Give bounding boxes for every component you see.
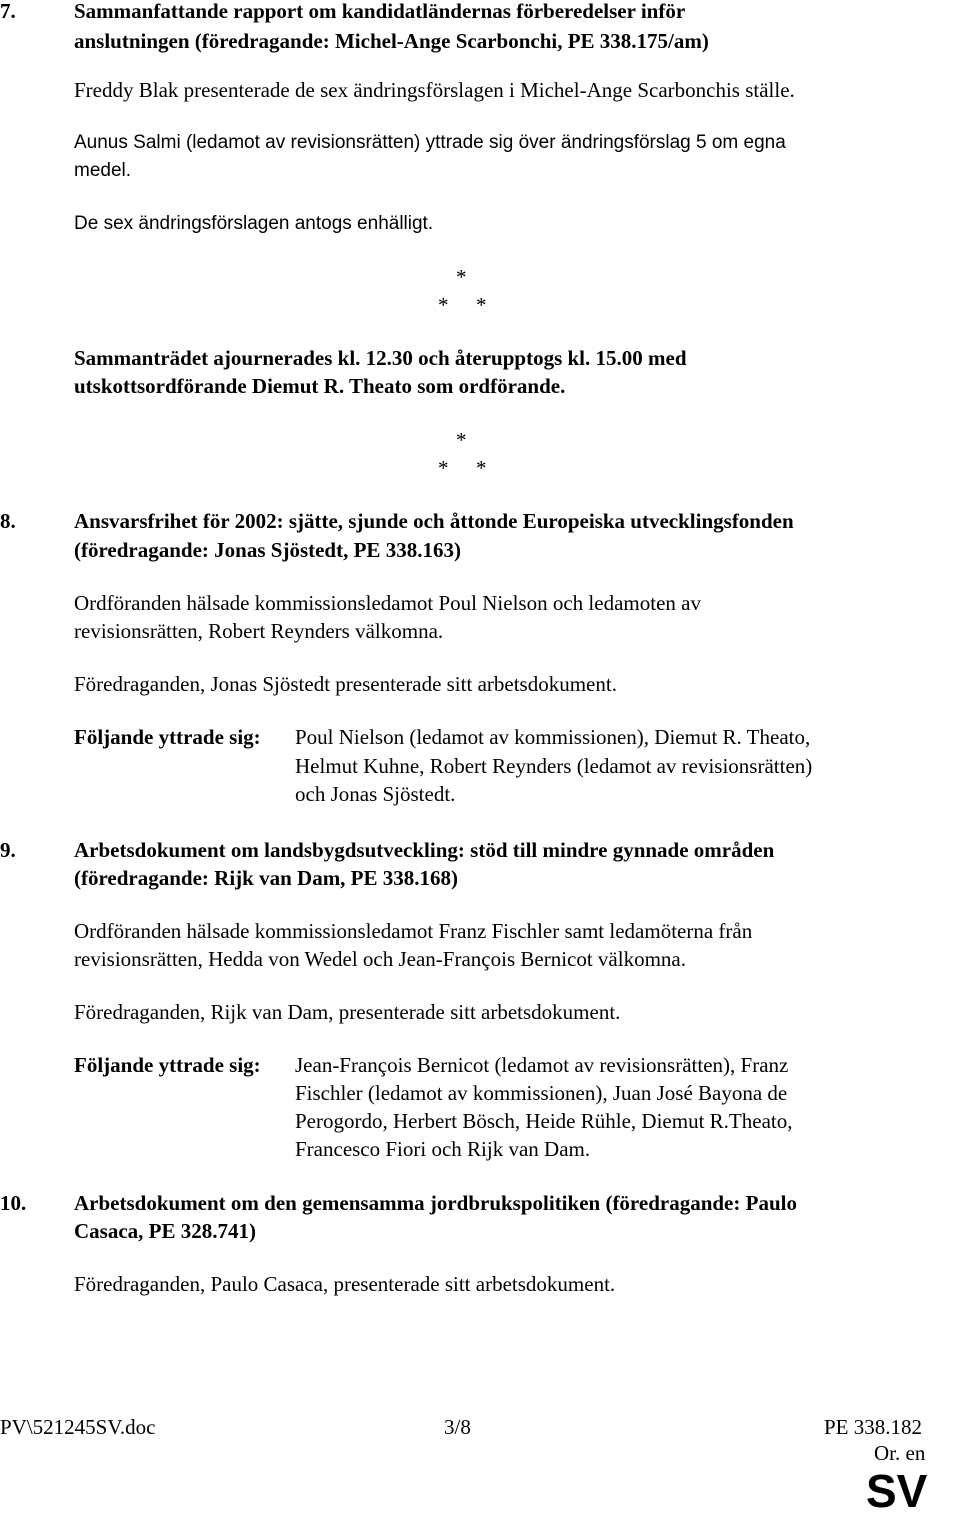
- separator-asterisk-top: *: [456, 428, 467, 452]
- footer-document-reference: PV\521245SV.doc: [0, 1415, 156, 1439]
- item9-number: 9.: [0, 838, 16, 862]
- item9-speakers-line2: Fischler (ledamot av kommissionen), Juan José Bayona de: [295, 1081, 788, 1105]
- item8-title-line1: Ansvarsfrihet för 2002: sjätte, sjunde och åttonde Europeiska utvecklingsfonden: [74, 509, 794, 533]
- item7-paragraph2-line1: Aunus Salmi (ledamot av revisionsrätten) yttrade sig över ändringsförslag 5 om egna: [74, 132, 786, 153]
- item9-speakers-line3: Perogordo, Herbert Bösch, Heide Rühle, Diemut R.Theato,: [295, 1109, 793, 1133]
- item9-speakers-line4: Francesco Fiori och Rijk van Dam.: [295, 1137, 591, 1161]
- item8-number: 8.: [0, 509, 16, 533]
- item8-speakers-line2: Helmut Kuhne, Robert Reynders (ledamot av revisionsrätten): [295, 754, 813, 778]
- item9-speakers-line1: Jean-François Bernicot (ledamot av revisionsrätten), Franz: [295, 1053, 789, 1077]
- separator-asterisk-left: *: [438, 456, 449, 480]
- item7-paragraph3: De sex ändringsförslagen antogs enhälligt.: [74, 213, 434, 234]
- separator-asterisk-top: *: [456, 265, 467, 289]
- item9-paragraph2: Föredraganden, Rijk van Dam, presenterade sitt arbetsdokument.: [74, 1000, 621, 1024]
- item9-paragraph1-line2: revisionsrätten, Hedda von Wedel och Jean-François Bernicot välkomna.: [74, 947, 686, 971]
- item8-speakers-line1: Poul Nielson (ledamot av kommissionen), Diemut R. Theato,: [295, 725, 811, 749]
- item7-title-line1: Sammanfattande rapport om kandidatländernas förberedelser inför: [74, 0, 686, 23]
- item7-paragraph2-line2: medel.: [74, 160, 132, 181]
- item9-paragraph1-line1: Ordföranden hälsade kommissionsledamot Franz Fischler samt ledamöterna från: [74, 919, 753, 943]
- item8-speakers-line3: och Jonas Sjöstedt.: [295, 782, 456, 806]
- item9-title-line1: Arbetsdokument om landsbygdsutveckling: stöd till mindre gynnade områden: [74, 838, 775, 862]
- separator-asterisk-right: *: [476, 293, 487, 317]
- footer-original-language: Or. en: [874, 1441, 926, 1465]
- footer-pe-reference: PE 338.182: [824, 1415, 923, 1439]
- item7-title-line2: anslutningen (föredragande: Michel-Ange Scarbonchi, PE 338.175/am): [74, 29, 709, 53]
- footer-page-number: 3/8: [444, 1415, 471, 1439]
- footer-language-code: SV: [866, 1465, 928, 1517]
- item10-paragraph1: Föredraganden, Paulo Casaca, presenterade sitt arbetsdokument.: [74, 1272, 616, 1296]
- item10-title-line2: Casaca, PE 328.741): [74, 1219, 256, 1243]
- item8-paragraph1-line2: revisionsrätten, Robert Reynders välkomna.: [74, 619, 444, 643]
- item10-number: 10.: [0, 1191, 27, 1215]
- item8-paragraph1-line1: Ordföranden hälsade kommissionsledamot Poul Nielson och ledamoten av: [74, 591, 701, 615]
- item8-speakers-label: Följande yttrade sig:: [74, 725, 261, 749]
- item7-paragraph1: Freddy Blak presenterade de sex ändringsförslagen i Michel-Ange Scarbonchis ställe.: [74, 78, 795, 102]
- item7-number: 7.: [0, 0, 16, 23]
- separator-asterisk-left: *: [438, 293, 449, 317]
- session-note-line1: Sammanträdet ajournerades kl. 12.30 och återupptogs kl. 15.00 med: [74, 346, 687, 370]
- separator-asterisk-right: *: [476, 456, 487, 480]
- item8-paragraph2: Föredraganden, Jonas Sjöstedt presenterade sitt arbetsdokument.: [74, 672, 617, 696]
- item9-title-line2: (föredragande: Rijk van Dam, PE 338.168): [74, 866, 459, 890]
- session-note-line2: utskottsordförande Diemut R. Theato som ordförande.: [74, 374, 566, 398]
- item10-title-line1: Arbetsdokument om den gemensamma jordbrukspolitiken (föredragande: Paulo: [74, 1191, 797, 1215]
- item9-speakers-label: Följande yttrade sig:: [74, 1053, 261, 1077]
- item8-title-line2: (föredragande: Jonas Sjöstedt, PE 338.163): [74, 538, 461, 562]
